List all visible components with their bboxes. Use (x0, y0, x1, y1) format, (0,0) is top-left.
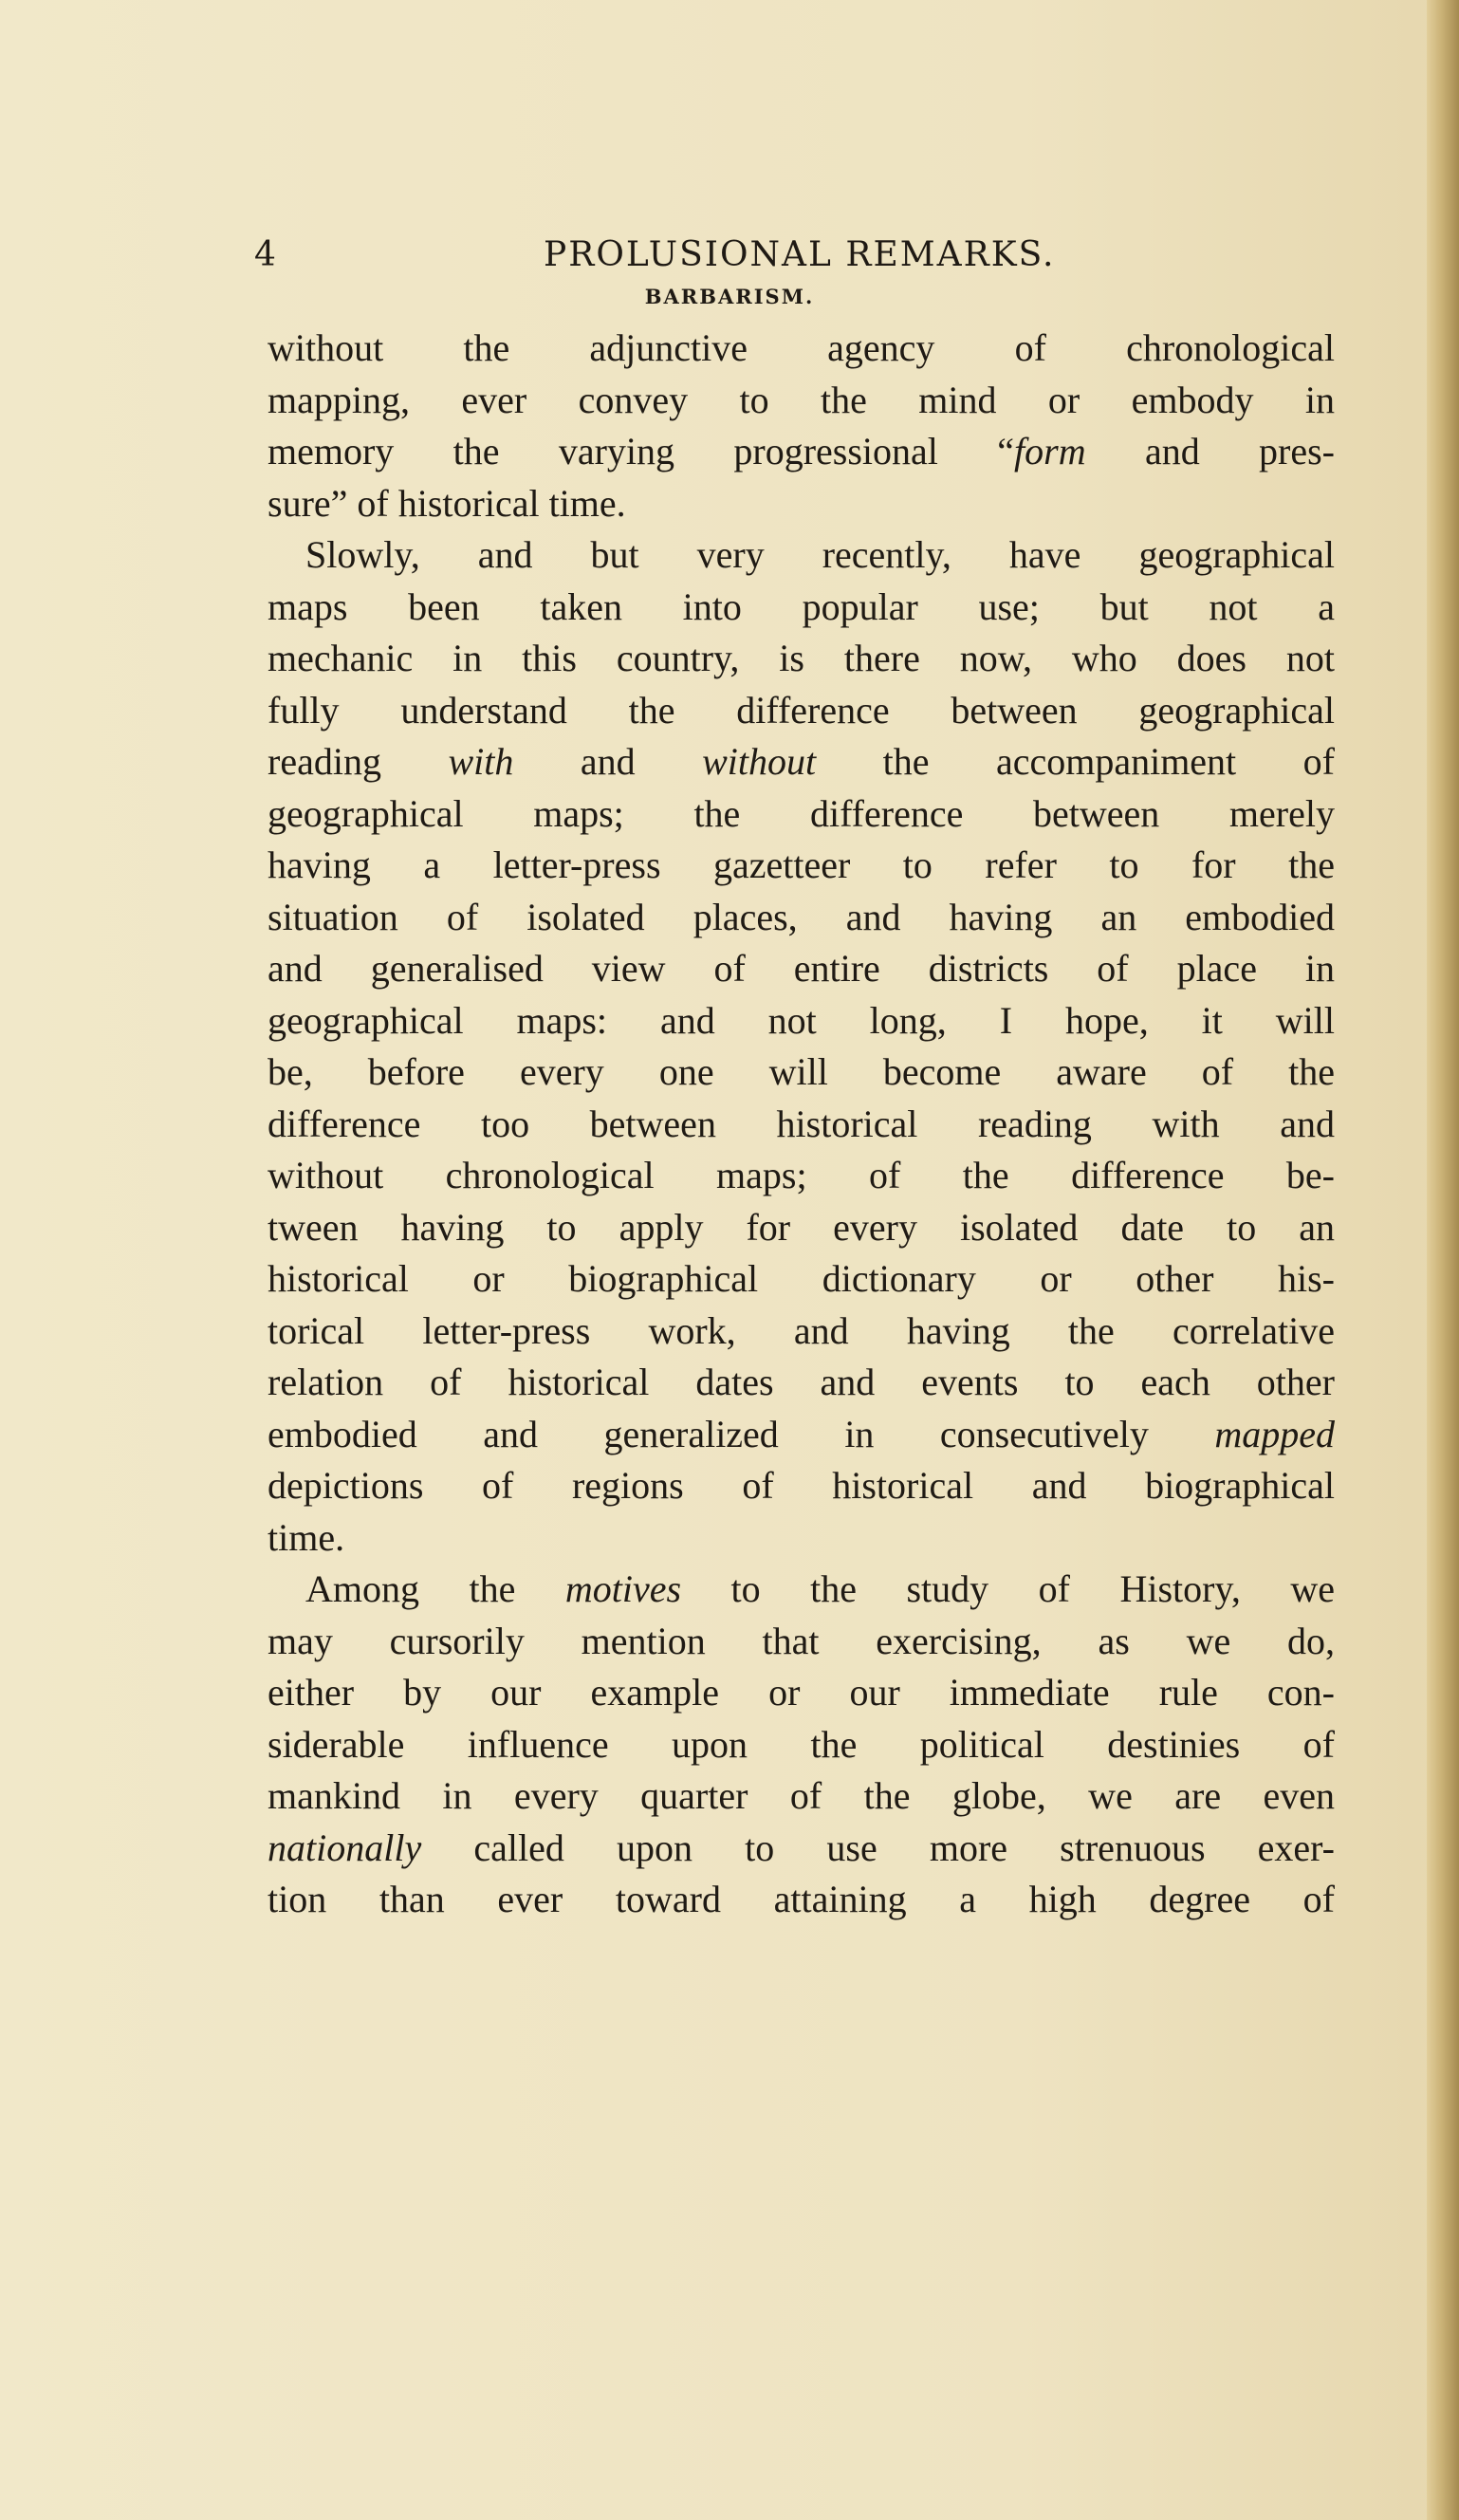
italic-text: form (1014, 430, 1086, 472)
italic-text: nationally (268, 1825, 422, 1869)
text-line: embodied and generalized in consecutively mapped (268, 1412, 1335, 1455)
italic-text: motives (564, 1567, 682, 1610)
text-line: torical letter-press work, and having the correlative (268, 1308, 1335, 1352)
body-text (268, 323, 1335, 1926)
text-line: memory the varying progressional “form and pres- (268, 430, 1336, 472)
page-number: 4 (254, 235, 278, 274)
text-line: maps been taken into popular use; but not a (268, 584, 1335, 628)
italic-text: mapped (1214, 1412, 1335, 1455)
text-line: either by our example or our immediate rule con- (268, 1671, 1335, 1714)
text-line: may cursorily mention that exercising, as we do, (268, 1619, 1335, 1662)
text-line: mechanic in this country, is there now, who does not (268, 637, 1335, 679)
text-line: relation of historical dates and events to each other (268, 1361, 1335, 1403)
text-line: situation of isolated places, and having an embodied (268, 895, 1335, 938)
text-line: be, before every one will become aware of the (268, 1050, 1335, 1093)
text-line: tion than ever toward attaining a high degree of (268, 1878, 1335, 1920)
running-title: PROLUSIONAL REMARKS. (544, 235, 1056, 274)
section-heading: BARBARISM. (644, 285, 815, 308)
text-line: historical or biographical dictionary or other his- (268, 1257, 1335, 1300)
text-line: Slowly, and but very recently, have geographical (305, 533, 1335, 576)
text-line: without chronological maps; of the difference be- (268, 1154, 1335, 1196)
text-line: Among the motives to the study of History, we (305, 1567, 1335, 1610)
running-head (254, 235, 1345, 275)
text-line: sure” of historical time. (268, 481, 626, 525)
text-line: geographical maps: and not long, I hope, it will (268, 998, 1335, 1042)
text-line: geographical maps; the difference between merely (268, 791, 1335, 835)
text-line: depictions of regions of historical and biographical (268, 1464, 1335, 1507)
text-line: without the adjunctive agency of chronological (268, 326, 1335, 369)
text-line: nationally called upon to use more strenuous exer- (268, 1825, 1335, 1869)
text-line: tween having to apply for every isolated date to an (268, 1205, 1335, 1249)
text-line: difference too between historical reading with and (268, 1102, 1335, 1145)
italic-text: with (448, 740, 514, 783)
text-line: siderable influence upon the political destinies of (268, 1722, 1335, 1766)
text-line: mankind in every quarter of the globe, we are even (268, 1774, 1335, 1817)
text-line: having a letter-press gazetteer to refer to for the (268, 843, 1335, 886)
text-line: time. (268, 1515, 345, 1559)
page-edge (1427, 0, 1459, 2520)
text-line: fully understand the difference between geographical (268, 688, 1335, 732)
text-line: reading with and without the accompaniment of (268, 740, 1335, 783)
text-line: mapping, ever convey to the mind or embody in (268, 378, 1335, 421)
italic-text: without (702, 740, 817, 783)
text-line: and generalised view of entire districts of place in (268, 947, 1335, 990)
